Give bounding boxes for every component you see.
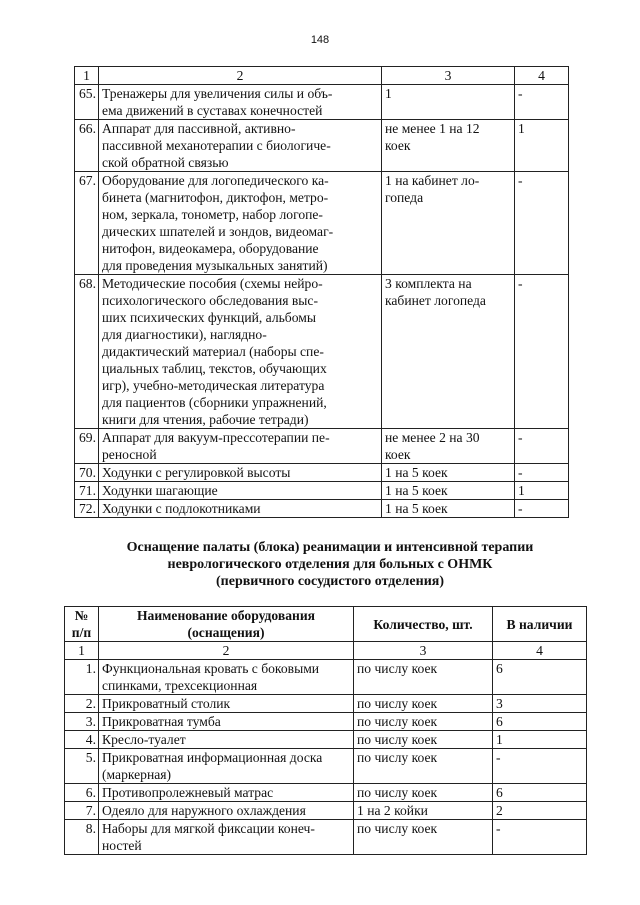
- equipment-quantity: 1 на кабинет ло- гопеда: [382, 172, 515, 275]
- equipment-quantity: по числу коек: [354, 713, 493, 731]
- equipment-quantity: 1 на 5 коек: [382, 482, 515, 500]
- row-number: 70.: [75, 464, 99, 482]
- equipment-quantity: по числу коек: [354, 784, 493, 802]
- equipment-available: -: [515, 500, 569, 518]
- equipment-available: -: [515, 172, 569, 275]
- equipment-quantity: 1: [382, 85, 515, 120]
- column-number-row: [75, 67, 569, 85]
- equipment-available: 1: [493, 731, 587, 749]
- column-header-quantity: Количество, шт.: [354, 607, 493, 642]
- row-number: 3.: [65, 713, 99, 731]
- equipment-available: 6: [493, 784, 587, 802]
- section-heading-line-1: Оснащение палаты (блока) реанимации и интенсивной терапии: [126, 540, 534, 555]
- column-number: 1: [75, 67, 99, 85]
- equipment-available: 6: [493, 660, 587, 695]
- row-number: 69.: [75, 429, 99, 464]
- equipment-available: -: [515, 85, 569, 120]
- equipment-available: -: [515, 429, 569, 464]
- page-number: 148: [310, 34, 330, 46]
- table-row: [65, 749, 587, 784]
- column-number: 2: [99, 642, 354, 660]
- table-row: [65, 802, 587, 820]
- equipment-available: -: [493, 820, 587, 855]
- equipment-name: Кресло-туалет: [99, 731, 354, 749]
- row-number: 5.: [65, 749, 99, 784]
- column-number: 1: [65, 642, 99, 660]
- row-number: 6.: [65, 784, 99, 802]
- table-row: [75, 482, 569, 500]
- equipment-name: Противопролежневый матрас: [99, 784, 354, 802]
- column-number: 4: [493, 642, 587, 660]
- equipment-quantity: не менее 2 на 30 коек: [382, 429, 515, 464]
- equipment-available: -: [515, 275, 569, 429]
- table-row: [75, 275, 569, 429]
- section-heading-line-3: (первичного сосудистого отделения): [216, 574, 444, 589]
- equipment-available: 2: [493, 802, 587, 820]
- table-row: [75, 500, 569, 518]
- column-header-available: В наличии: [493, 607, 587, 642]
- table-row: [75, 172, 569, 275]
- equipment-quantity: по числу коек: [354, 731, 493, 749]
- table-row: [65, 731, 587, 749]
- equipment-available: 1: [515, 120, 569, 172]
- column-number: 4: [515, 67, 569, 85]
- table-row: [65, 820, 587, 855]
- equipment-quantity: по числу коек: [354, 820, 493, 855]
- equipment-name: Аппарат для пассивной, активно- пассивной механотерапии с биологиче- ской обратной связью: [99, 120, 382, 172]
- equipment-name: Ходунки с подлокотниками: [99, 500, 382, 518]
- table-row: [75, 120, 569, 172]
- section-heading-line-2: неврологического отделения для больных с ОНМК: [167, 557, 493, 572]
- equipment-name: Тренажеры для увеличения силы и объ- ема движений в суставах конечностей: [99, 85, 382, 120]
- table-row: [75, 464, 569, 482]
- icu-equipment-table-header: [65, 607, 587, 660]
- table-row: [65, 713, 587, 731]
- column-number: 2: [99, 67, 382, 85]
- equipment-name: Наборы для мягкой фиксации конеч- ностей: [99, 820, 354, 855]
- equipment-name: Оборудование для логопедического ка- бинета (магнитофон, диктофон, метро- ном, зеркала, тонометр, набор логопе- дических шпателей и зондов, видеомаг- нитофон, видеокамера, оборудование для проведения музыкальных занятий): [99, 172, 382, 275]
- row-number: 8.: [65, 820, 99, 855]
- header-row: [65, 607, 587, 642]
- equipment-quantity: 1 на 5 коек: [382, 500, 515, 518]
- row-number: 2.: [65, 695, 99, 713]
- row-number: 1.: [65, 660, 99, 695]
- table-row: [65, 660, 587, 695]
- row-number: 4.: [65, 731, 99, 749]
- equipment-quantity: 3 комплекта на кабинет логопеда: [382, 275, 515, 429]
- equipment-quantity: по числу коек: [354, 660, 493, 695]
- equipment-name: Ходунки с регулировкой высоты: [99, 464, 382, 482]
- equipment-table-continued: [74, 66, 569, 518]
- equipment-name: Ходунки шагающие: [99, 482, 382, 500]
- equipment-name: Прикроватная тумба: [99, 713, 354, 731]
- equipment-quantity: не менее 1 на 12 коек: [382, 120, 515, 172]
- equipment-quantity: 1 на 2 койки: [354, 802, 493, 820]
- equipment-name: Прикроватная информационная доска (маркерная): [99, 749, 354, 784]
- row-number: 7.: [65, 802, 99, 820]
- equipment-available: -: [493, 749, 587, 784]
- equipment-name: Методические пособия (схемы нейро- психологического обследования выс- ших психических функций, альбомы для диагностики), наглядно- дидактический материал (наборы спе- циальных таблиц, текстов, обучающих игр), учебно-методическая литература для пациентов (сборники упражнений, книги для чтения, рабочие тетради): [99, 275, 382, 429]
- equipment-quantity: по числу коек: [354, 749, 493, 784]
- equipment-name: Функциональная кровать с боковыми спинками, трехсекционная: [99, 660, 354, 695]
- row-number: 71.: [75, 482, 99, 500]
- equipment-available: 6: [493, 713, 587, 731]
- equipment-available: -: [515, 464, 569, 482]
- equipment-name: Одеяло для наружного охлаждения: [99, 802, 354, 820]
- column-number: 3: [382, 67, 515, 85]
- equipment-quantity: 1 на 5 коек: [382, 464, 515, 482]
- table-row: [75, 85, 569, 120]
- equipment-quantity: по числу коек: [354, 695, 493, 713]
- equipment-available: 1: [515, 482, 569, 500]
- icu-equipment-table-body: [65, 660, 587, 855]
- table-row: [65, 695, 587, 713]
- row-number: 67.: [75, 172, 99, 275]
- column-header-name: Наименование оборудования (оснащения): [99, 607, 354, 642]
- row-number: 68.: [75, 275, 99, 429]
- column-number: 3: [354, 642, 493, 660]
- equipment-name: Прикроватный столик: [99, 695, 354, 713]
- table-row: [65, 784, 587, 802]
- column-header-number: № п/п: [65, 607, 99, 642]
- equipment-table-body: [75, 67, 569, 518]
- icu-equipment-table: [64, 606, 587, 855]
- equipment-available: 3: [493, 695, 587, 713]
- equipment-name: Аппарат для вакуум-прессотерапии пе- реносной: [99, 429, 382, 464]
- column-number-row: [65, 642, 587, 660]
- row-number: 65.: [75, 85, 99, 120]
- section-heading: [70, 539, 590, 590]
- table-row: [75, 429, 569, 464]
- row-number: 72.: [75, 500, 99, 518]
- row-number: 66.: [75, 120, 99, 172]
